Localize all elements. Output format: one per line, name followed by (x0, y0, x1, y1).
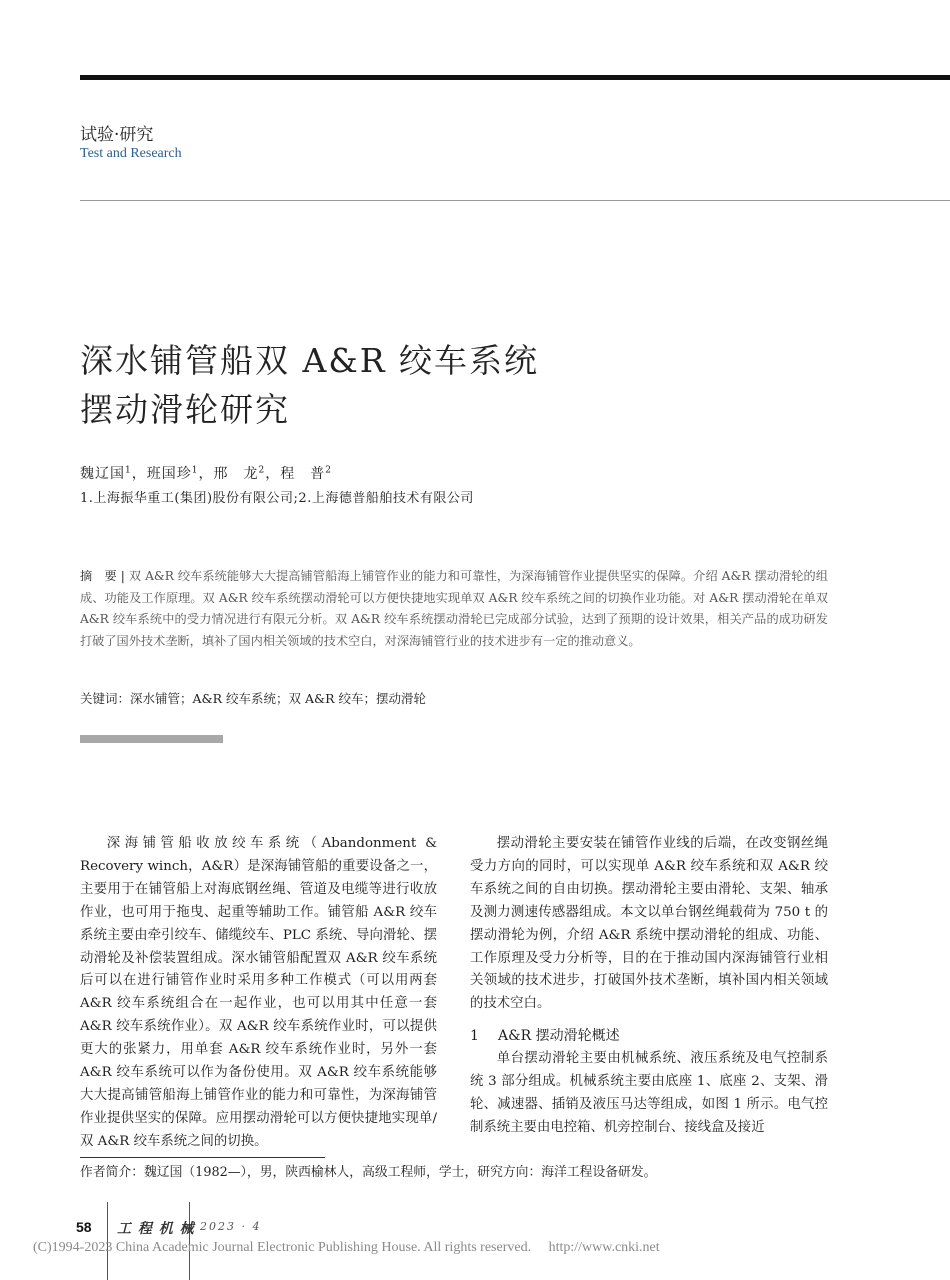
article-title (80, 336, 539, 434)
author-footnote: 作者简介：魏辽国（1982—），男，陕西榆林人，高级工程师，学士，研究方向：海洋工程设备研发。 (80, 1165, 657, 1180)
issue-year: 2023 · 4 (200, 1220, 262, 1233)
section-label-cn: 试验·研究 (80, 125, 154, 145)
header-rule (80, 75, 950, 80)
author-name: 班国珍 (146, 466, 192, 482)
author-affil-mark: 2 (258, 465, 266, 476)
copyright-notice: (C)1994-2023 China Academic Journal Electronic Publishing House. All rights reserved. http://www.cnki.net (33, 1240, 660, 1255)
body-column-left (80, 833, 437, 1154)
title-line-1: 深水铺管船双 A&R 绞车系统 (80, 341, 540, 380)
footnote-rule (80, 1157, 325, 1158)
journal-name: 工 程 机 械 (117, 1221, 195, 1237)
author-list: 魏辽国$^1$，班国珍$^1$，邢 龙$^2$，程 普$^2$ (80, 465, 332, 482)
author-affil-mark: 1 (191, 465, 199, 476)
author-affil-mark: 2 (325, 465, 332, 476)
author-name: 程 普 (280, 466, 326, 482)
author-name: 魏辽国 (80, 466, 125, 482)
body-paragraph: 单台摆动滑轮主要由机械系统、液压系统及电气控制系统 3 部分组成。机械系统主要由底座 1、底座 2、支架、滑轮、减速器、插销及液压马达等组成，如图 1 所示。电气控制系统主要由电控箱、机旁控制台、接线盒及接近 (470, 1051, 828, 1135)
abstract-text: 双 A&R 绞车系统能够大大提高铺管船海上铺管作业的能力和可靠性，为深海铺管作业提供坚实的保障。介绍 A&R 摆动滑轮的组成、功能及工作原理。双 A&R 绞车系统摆动滑轮可以方便快捷地实现单双 A&R 绞车系统之间的切换作业功能。对 A&R 摆动滑轮在单双 A&R 绞车系统中的受力情况进行有限元分析。双 A&R 绞车系统摆动滑轮已完成部分试验，达到了预期的设计效果，相关产品的成功研发打破了国外技术垄断，填补了国内相关领域的技术空白，对深海铺管行业的技术进步有一定的推动意义。 (80, 569, 829, 648)
header-divider (80, 200, 950, 201)
body-paragraph: 摆动滑轮主要安装在铺管作业线的后端，在改变钢丝绳受力方向的同时，可以实现单 A&R 绞车系统和双 A&R 绞车系统之间的自由切换。摆动滑轮主要由滑轮、支架、轴承及测力测速传感器组成。本文以单台钢丝绳载荷为 750 t 的摆动滑轮为例，介绍 A&R 系统中摆动滑轮的组成、功能、工作原理及受力分析等，目的在于推动国内深海铺管行业相关领域的技术进步，打破国外技术垄断，填补国内相关领域的技术空白。 (470, 836, 828, 1012)
page-number: 58 (76, 1219, 92, 1235)
author-name: 邢 龙 (213, 466, 259, 482)
section-heading (470, 1025, 828, 1048)
abstract (80, 566, 828, 652)
abstract-label: 摘 要 | (80, 569, 129, 583)
affiliations: 1.上海振华重工(集团)股份有限公司;2.上海德普船舶技术有限公司 (80, 491, 474, 506)
body-paragraph: 深海铺管船收放绞车系统（Abandonment & Recovery winch，A&R）是深海铺管船的重要设备之一，主要用于在铺管船上对海底钢丝绳、管道及电缆等进行收放作业，也可用于拖曳、起重等辅助工作。铺管船 A&R 绞车系统主要由牵引绞车、储缆绞车、PLC 系统、导向滑轮、摆动滑轮及补偿装置组成。深水铺管船配置双 A&R 绞车系统后可以在进行铺管作业时采用多种工作模式（可以用两套 A&R 绞车系统组合在一起作业，也可以用其中任意一套 A&R 绞车系统作业）。双 A&R 绞车系统作业时，可以提供更大的张紧力，用单套 A&R 绞车系统作业时，另外一套 A&R 绞车系统可以作为备份使用。双 A&R 绞车系统能够大大提高铺管船海上铺管作业的能力和可靠性，为深海铺管作业提供坚实的保障。应用摆动滑轮可以方便快捷地实现单/双 A&R 绞车系统之间的切换。 (80, 836, 437, 1149)
keywords: 关键词：深水铺管；A&R 绞车系统；双 A&R 绞车；摆动滑轮 (80, 691, 427, 706)
author-affil-mark: 1 (125, 465, 132, 476)
section-title: A&R 摆动滑轮概述 (498, 1028, 620, 1045)
body-column-right (470, 833, 828, 1140)
section-label-en: Test and Research (80, 146, 182, 161)
section-number: 1 (470, 1028, 479, 1045)
decorative-bar (80, 735, 223, 743)
title-line-2: 摆动滑轮研究 (80, 390, 290, 429)
